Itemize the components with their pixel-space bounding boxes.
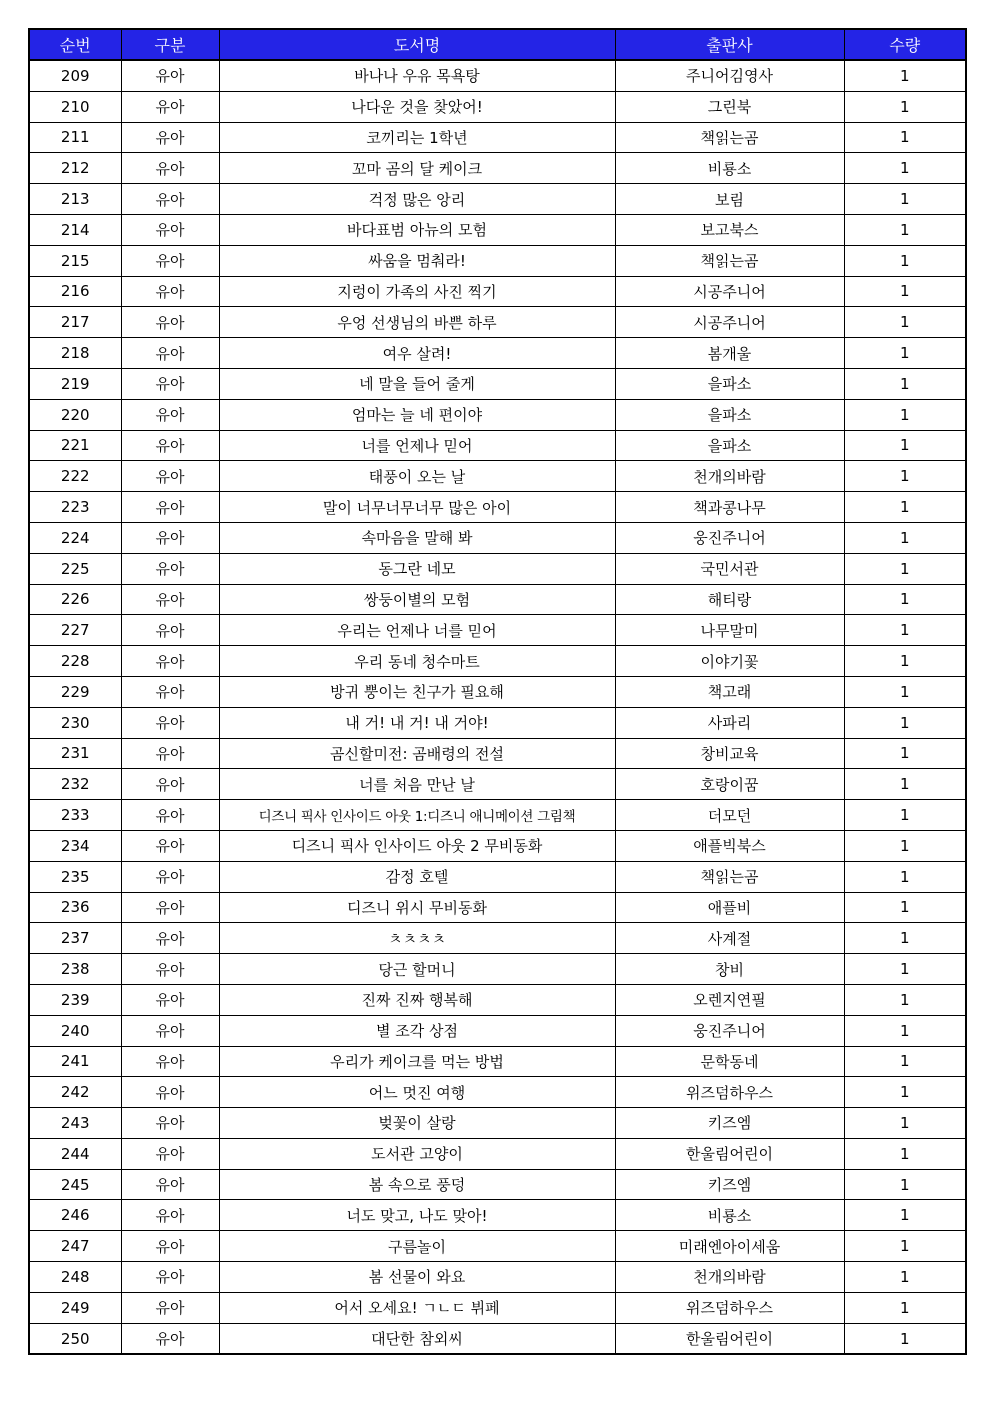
cell-no: 210 (29, 91, 121, 122)
cell-category: 유아 (121, 276, 219, 307)
cell-title: 말이 너무너무너무 많은 아이 (219, 492, 615, 523)
table-row (29, 338, 966, 369)
cell-qty: 1 (844, 184, 966, 215)
cell-no: 227 (29, 615, 121, 646)
cell-category: 유아 (121, 1046, 219, 1077)
cell-qty: 1 (844, 676, 966, 707)
cell-no: 249 (29, 1292, 121, 1323)
table-row (29, 707, 966, 738)
table-row (29, 646, 966, 677)
cell-qty: 1 (844, 122, 966, 153)
cell-title: 태풍이 오는 날 (219, 461, 615, 492)
cell-category: 유아 (121, 430, 219, 461)
cell-title: 너를 언제나 믿어 (219, 430, 615, 461)
cell-no: 212 (29, 153, 121, 184)
cell-publisher: 웅진주니어 (615, 522, 844, 553)
cell-title: 엄마는 늘 네 편이야 (219, 399, 615, 430)
cell-category: 유아 (121, 492, 219, 523)
cell-title: 내 거! 내 거! 내 거야! (219, 707, 615, 738)
cell-no: 233 (29, 800, 121, 831)
table-row (29, 368, 966, 399)
cell-category: 유아 (121, 954, 219, 985)
cell-category: 유아 (121, 1323, 219, 1354)
cell-title: 방귀 뿡이는 친구가 필요해 (219, 676, 615, 707)
cell-title: 우리가 케이크를 먹는 방법 (219, 1046, 615, 1077)
cell-category: 유아 (121, 184, 219, 215)
cell-qty: 1 (844, 646, 966, 677)
table-row (29, 738, 966, 769)
table-row (29, 1231, 966, 1262)
header-row (29, 29, 966, 60)
table-row (29, 1169, 966, 1200)
header-category: 구분 (121, 29, 219, 60)
cell-no: 241 (29, 1046, 121, 1077)
cell-publisher: 위즈덤하우스 (615, 1077, 844, 1108)
cell-title: 걱정 많은 앙리 (219, 184, 615, 215)
cell-publisher: 보고북스 (615, 214, 844, 245)
cell-title: ㅊㅊㅊㅊ (219, 923, 615, 954)
table-row (29, 769, 966, 800)
cell-no: 217 (29, 307, 121, 338)
cell-no: 219 (29, 368, 121, 399)
table-body (29, 60, 966, 1354)
table-row (29, 492, 966, 523)
cell-title: 우엉 선생님의 바쁜 하루 (219, 307, 615, 338)
cell-category: 유아 (121, 676, 219, 707)
table-row (29, 1015, 966, 1046)
cell-qty: 1 (844, 307, 966, 338)
cell-category: 유아 (121, 1292, 219, 1323)
cell-title: 속마음을 말해 봐 (219, 522, 615, 553)
cell-qty: 1 (844, 1323, 966, 1354)
cell-no: 240 (29, 1015, 121, 1046)
cell-category: 유아 (121, 522, 219, 553)
table-row (29, 122, 966, 153)
cell-qty: 1 (844, 60, 966, 91)
cell-qty: 1 (844, 430, 966, 461)
header-qty: 수량 (844, 29, 966, 60)
table-row (29, 153, 966, 184)
cell-no: 224 (29, 522, 121, 553)
cell-publisher: 을파소 (615, 368, 844, 399)
cell-category: 유아 (121, 584, 219, 615)
cell-qty: 1 (844, 1108, 966, 1139)
cell-publisher: 위즈덤하우스 (615, 1292, 844, 1323)
cell-qty: 1 (844, 492, 966, 523)
cell-category: 유아 (121, 1077, 219, 1108)
cell-title: 너도 맞고, 나도 맞아! (219, 1200, 615, 1231)
cell-title: 봄 속으로 풍덩 (219, 1169, 615, 1200)
cell-publisher: 비룡소 (615, 1200, 844, 1231)
cell-category: 유아 (121, 830, 219, 861)
cell-no: 229 (29, 676, 121, 707)
cell-category: 유아 (121, 60, 219, 91)
cell-title: 봄 선물이 와요 (219, 1262, 615, 1293)
cell-qty: 1 (844, 892, 966, 923)
cell-publisher: 주니어김영사 (615, 60, 844, 91)
table-row (29, 245, 966, 276)
cell-qty: 1 (844, 1200, 966, 1231)
cell-title: 나다운 것을 찾았어! (219, 91, 615, 122)
table-row (29, 1262, 966, 1293)
cell-title: 여우 살려! (219, 338, 615, 369)
table-row (29, 307, 966, 338)
cell-no: 211 (29, 122, 121, 153)
cell-qty: 1 (844, 584, 966, 615)
cell-title: 꼬마 곰의 달 케이크 (219, 153, 615, 184)
cell-category: 유아 (121, 368, 219, 399)
cell-title: 동그란 네모 (219, 553, 615, 584)
table-row (29, 60, 966, 91)
cell-qty: 1 (844, 1046, 966, 1077)
book-list-sheet (28, 28, 965, 1355)
cell-no: 222 (29, 461, 121, 492)
cell-no: 209 (29, 60, 121, 91)
cell-publisher: 애플빅북스 (615, 830, 844, 861)
table-row (29, 676, 966, 707)
cell-publisher: 책읽는곰 (615, 122, 844, 153)
cell-qty: 1 (844, 830, 966, 861)
cell-category: 유아 (121, 91, 219, 122)
cell-publisher: 문학동네 (615, 1046, 844, 1077)
cell-title: 코끼리는 1학년 (219, 122, 615, 153)
cell-publisher: 창비교육 (615, 738, 844, 769)
cell-title: 어서 오세요! ㄱㄴㄷ 뷔페 (219, 1292, 615, 1323)
cell-category: 유아 (121, 153, 219, 184)
cell-publisher: 오렌지연필 (615, 984, 844, 1015)
cell-publisher: 호랑이꿈 (615, 769, 844, 800)
cell-no: 238 (29, 954, 121, 985)
cell-publisher: 책고래 (615, 676, 844, 707)
table-row (29, 861, 966, 892)
cell-qty: 1 (844, 738, 966, 769)
table-row (29, 430, 966, 461)
cell-no: 232 (29, 769, 121, 800)
cell-title: 당근 할머니 (219, 954, 615, 985)
table-row (29, 830, 966, 861)
cell-category: 유아 (121, 122, 219, 153)
cell-category: 유아 (121, 800, 219, 831)
cell-qty: 1 (844, 522, 966, 553)
cell-publisher: 보림 (615, 184, 844, 215)
cell-qty: 1 (844, 153, 966, 184)
cell-qty: 1 (844, 461, 966, 492)
cell-category: 유아 (121, 1138, 219, 1169)
cell-publisher: 책과콩나무 (615, 492, 844, 523)
cell-publisher: 해티랑 (615, 584, 844, 615)
book-list-table (28, 28, 967, 1355)
table-row (29, 923, 966, 954)
cell-title: 우리 동네 청수마트 (219, 646, 615, 677)
table-row (29, 954, 966, 985)
cell-no: 214 (29, 214, 121, 245)
cell-no: 228 (29, 646, 121, 677)
cell-qty: 1 (844, 1262, 966, 1293)
cell-no: 220 (29, 399, 121, 430)
cell-publisher: 사파리 (615, 707, 844, 738)
table-row (29, 892, 966, 923)
cell-title: 바나나 우유 목욕탕 (219, 60, 615, 91)
cell-qty: 1 (844, 707, 966, 738)
cell-qty: 1 (844, 245, 966, 276)
cell-publisher: 이야기꽃 (615, 646, 844, 677)
cell-publisher: 시공주니어 (615, 276, 844, 307)
cell-qty: 1 (844, 214, 966, 245)
table-row (29, 1046, 966, 1077)
cell-publisher: 키즈엠 (615, 1169, 844, 1200)
cell-publisher: 책읽는곰 (615, 245, 844, 276)
cell-no: 213 (29, 184, 121, 215)
cell-category: 유아 (121, 1200, 219, 1231)
cell-category: 유아 (121, 1231, 219, 1262)
cell-category: 유아 (121, 861, 219, 892)
cell-category: 유아 (121, 1015, 219, 1046)
cell-qty: 1 (844, 553, 966, 584)
cell-publisher: 국민서관 (615, 553, 844, 584)
cell-title: 감정 호텔 (219, 861, 615, 892)
cell-no: 242 (29, 1077, 121, 1108)
cell-category: 유아 (121, 399, 219, 430)
cell-category: 유아 (121, 923, 219, 954)
cell-category: 유아 (121, 1169, 219, 1200)
cell-publisher: 천개의바람 (615, 461, 844, 492)
cell-no: 226 (29, 584, 121, 615)
cell-qty: 1 (844, 276, 966, 307)
cell-title: 바다표범 아뉴의 모험 (219, 214, 615, 245)
table-row (29, 522, 966, 553)
cell-no: 237 (29, 923, 121, 954)
cell-publisher: 비룡소 (615, 153, 844, 184)
cell-qty: 1 (844, 1138, 966, 1169)
cell-category: 유아 (121, 984, 219, 1015)
cell-title: 별 조각 상점 (219, 1015, 615, 1046)
cell-qty: 1 (844, 800, 966, 831)
cell-publisher: 시공주니어 (615, 307, 844, 338)
cell-category: 유아 (121, 707, 219, 738)
cell-qty: 1 (844, 399, 966, 430)
cell-no: 244 (29, 1138, 121, 1169)
table-row (29, 1108, 966, 1139)
cell-no: 221 (29, 430, 121, 461)
cell-title: 어느 멋진 여행 (219, 1077, 615, 1108)
table-row (29, 615, 966, 646)
table-row (29, 1323, 966, 1354)
cell-category: 유아 (121, 769, 219, 800)
cell-no: 239 (29, 984, 121, 1015)
cell-qty: 1 (844, 769, 966, 800)
cell-no: 218 (29, 338, 121, 369)
table-header (29, 29, 966, 60)
cell-no: 216 (29, 276, 121, 307)
cell-title: 벚꽃이 살랑 (219, 1108, 615, 1139)
cell-no: 234 (29, 830, 121, 861)
cell-no: 223 (29, 492, 121, 523)
cell-title: 도서관 고양이 (219, 1138, 615, 1169)
cell-publisher: 미래엔아이세움 (615, 1231, 844, 1262)
table-row (29, 91, 966, 122)
cell-publisher: 키즈엠 (615, 1108, 844, 1139)
cell-title: 쌍둥이별의 모험 (219, 584, 615, 615)
cell-qty: 1 (844, 954, 966, 985)
table-row (29, 276, 966, 307)
cell-qty: 1 (844, 615, 966, 646)
cell-publisher: 한울림어린이 (615, 1323, 844, 1354)
cell-title: 디즈니 위시 무비동화 (219, 892, 615, 923)
cell-no: 247 (29, 1231, 121, 1262)
cell-qty: 1 (844, 1231, 966, 1262)
table-row (29, 800, 966, 831)
cell-category: 유아 (121, 307, 219, 338)
cell-title: 너를 처음 만난 날 (219, 769, 615, 800)
header-title: 도서명 (219, 29, 615, 60)
cell-publisher: 그린북 (615, 91, 844, 122)
table-row (29, 553, 966, 584)
cell-publisher: 책읽는곰 (615, 861, 844, 892)
cell-category: 유아 (121, 461, 219, 492)
cell-title: 진짜 진짜 행복해 (219, 984, 615, 1015)
cell-no: 235 (29, 861, 121, 892)
table-row (29, 584, 966, 615)
cell-publisher: 봄개울 (615, 338, 844, 369)
cell-qty: 1 (844, 1169, 966, 1200)
header-no: 순번 (29, 29, 121, 60)
table-row (29, 1292, 966, 1323)
cell-no: 248 (29, 1262, 121, 1293)
cell-publisher: 천개의바람 (615, 1262, 844, 1293)
cell-no: 243 (29, 1108, 121, 1139)
cell-category: 유아 (121, 738, 219, 769)
cell-category: 유아 (121, 1262, 219, 1293)
cell-qty: 1 (844, 984, 966, 1015)
cell-publisher: 애플비 (615, 892, 844, 923)
cell-publisher: 웅진주니어 (615, 1015, 844, 1046)
cell-no: 246 (29, 1200, 121, 1231)
cell-publisher: 을파소 (615, 399, 844, 430)
cell-category: 유아 (121, 1108, 219, 1139)
cell-qty: 1 (844, 368, 966, 399)
cell-publisher: 더모던 (615, 800, 844, 831)
cell-title: 구름놀이 (219, 1231, 615, 1262)
cell-publisher: 나무말미 (615, 615, 844, 646)
cell-qty: 1 (844, 1292, 966, 1323)
cell-category: 유아 (121, 338, 219, 369)
cell-title: 대단한 참외씨 (219, 1323, 615, 1354)
table-row (29, 1200, 966, 1231)
cell-title: 우리는 언제나 너를 믿어 (219, 615, 615, 646)
table-row (29, 1138, 966, 1169)
cell-qty: 1 (844, 1015, 966, 1046)
table-row (29, 399, 966, 430)
cell-qty: 1 (844, 923, 966, 954)
cell-title: 디즈니 픽사 인사이드 아웃 2 무비동화 (219, 830, 615, 861)
cell-qty: 1 (844, 338, 966, 369)
cell-category: 유아 (121, 553, 219, 584)
cell-no: 236 (29, 892, 121, 923)
cell-title: 싸움을 멈춰라! (219, 245, 615, 276)
table-row (29, 984, 966, 1015)
cell-publisher: 한울림어린이 (615, 1138, 844, 1169)
cell-publisher: 사계절 (615, 923, 844, 954)
cell-no: 215 (29, 245, 121, 276)
cell-no: 231 (29, 738, 121, 769)
cell-qty: 1 (844, 1077, 966, 1108)
cell-title: 지렁이 가족의 사진 찍기 (219, 276, 615, 307)
cell-qty: 1 (844, 861, 966, 892)
cell-title: 디즈니 픽사 인사이드 아웃 1:디즈니 애니메이션 그림책 (219, 800, 615, 831)
cell-category: 유아 (121, 646, 219, 677)
cell-category: 유아 (121, 892, 219, 923)
table-row (29, 214, 966, 245)
cell-no: 245 (29, 1169, 121, 1200)
cell-no: 225 (29, 553, 121, 584)
header-publisher: 출판사 (615, 29, 844, 60)
table-row (29, 184, 966, 215)
table-row (29, 1077, 966, 1108)
cell-category: 유아 (121, 245, 219, 276)
cell-qty: 1 (844, 91, 966, 122)
cell-publisher: 창비 (615, 954, 844, 985)
cell-category: 유아 (121, 615, 219, 646)
cell-category: 유아 (121, 214, 219, 245)
cell-publisher: 을파소 (615, 430, 844, 461)
table-row (29, 461, 966, 492)
cell-title: 네 말을 들어 줄게 (219, 368, 615, 399)
cell-title: 곰신할미전: 곰배령의 전설 (219, 738, 615, 769)
cell-no: 250 (29, 1323, 121, 1354)
cell-no: 230 (29, 707, 121, 738)
